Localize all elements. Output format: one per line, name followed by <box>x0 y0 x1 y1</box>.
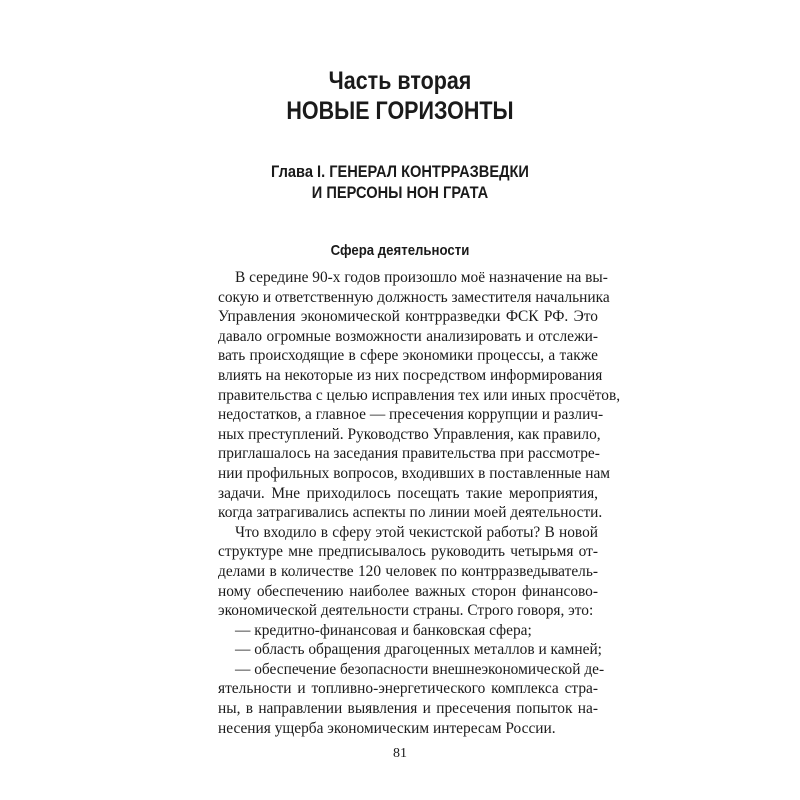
text-line: Что входило в сферу этой чекистской работы? В новой <box>235 523 598 541</box>
page-number: 81 <box>393 746 407 761</box>
text-line: делами в количестве 120 человек по контрразведыватель- <box>218 562 598 580</box>
text-line: ному обеспечению наиболее важных сторон финансово- <box>218 582 598 600</box>
chapter-heading <box>56 161 744 203</box>
text-line: давало огромные возможности анализировать и отслежи- <box>218 327 598 345</box>
part-title: НОВЫЕ ГОРИЗОНТЫ <box>286 97 514 125</box>
text-line: экономической деятельности страны. Строго говоря, это: <box>218 602 594 620</box>
text-line: правительства с целью исправления тех или иных просчётов, <box>218 386 621 404</box>
text-line: структуре мне предписывалось руководить четырьмя от- <box>218 543 598 561</box>
list-item: — обеспечение безопасности внешнеэкономической де- <box>235 660 605 678</box>
text-line: несения ущерба экономическим интересам России. <box>218 719 556 737</box>
chapter-title-line-1: Глава I. ГЕНЕРАЛ КОНТРРАЗВЕДКИ <box>271 162 529 181</box>
text-line: сокую и ответственную должность заместителя начальника <box>218 288 610 306</box>
list-item: — кредитно-финансовая и банковская сфера; <box>235 621 532 639</box>
text-line: вать происходящие в сфере экономики процессы, а также <box>218 347 598 365</box>
part-label: Часть вторая <box>328 67 472 95</box>
text-line: ных преступлений. Руководство Управления, как правило, <box>218 425 601 443</box>
chapter-title-line-2: И ПЕРСОНЫ НОН ГРАТА <box>311 183 489 202</box>
text-line: ны, в направлении выявления и пресечения попыток на- <box>218 700 598 718</box>
text-line: когда затрагивались аспекты по линии моей деятельности. <box>218 504 603 522</box>
text-line: В середине 90-х годов произошло моё назначение на вы- <box>235 269 608 286</box>
text-line: ятельности и топливно-энергетического комплекса стра- <box>218 680 598 698</box>
text-line: влиять на некоторые из них посредством информирования <box>218 366 603 384</box>
text-line: недостатков, а главное — пресечения коррупции и различ- <box>218 406 604 424</box>
section-heading: Сфера деятельности <box>330 242 470 259</box>
text-line: нии профильных вопросов, входивших в поставленные нам <box>218 464 611 482</box>
list-item: — область обращения драгоценных металлов и камней; <box>235 641 602 659</box>
body-text <box>218 268 621 738</box>
text-line: Управления экономической контрразведки ФСК РФ. Это <box>218 308 598 326</box>
part-heading <box>56 66 744 126</box>
text-line: приглашалось на заседания правительства при рассмотре- <box>218 445 600 463</box>
text-line: задачи. Мне приходилось посещать такие мероприятия, <box>218 484 598 502</box>
